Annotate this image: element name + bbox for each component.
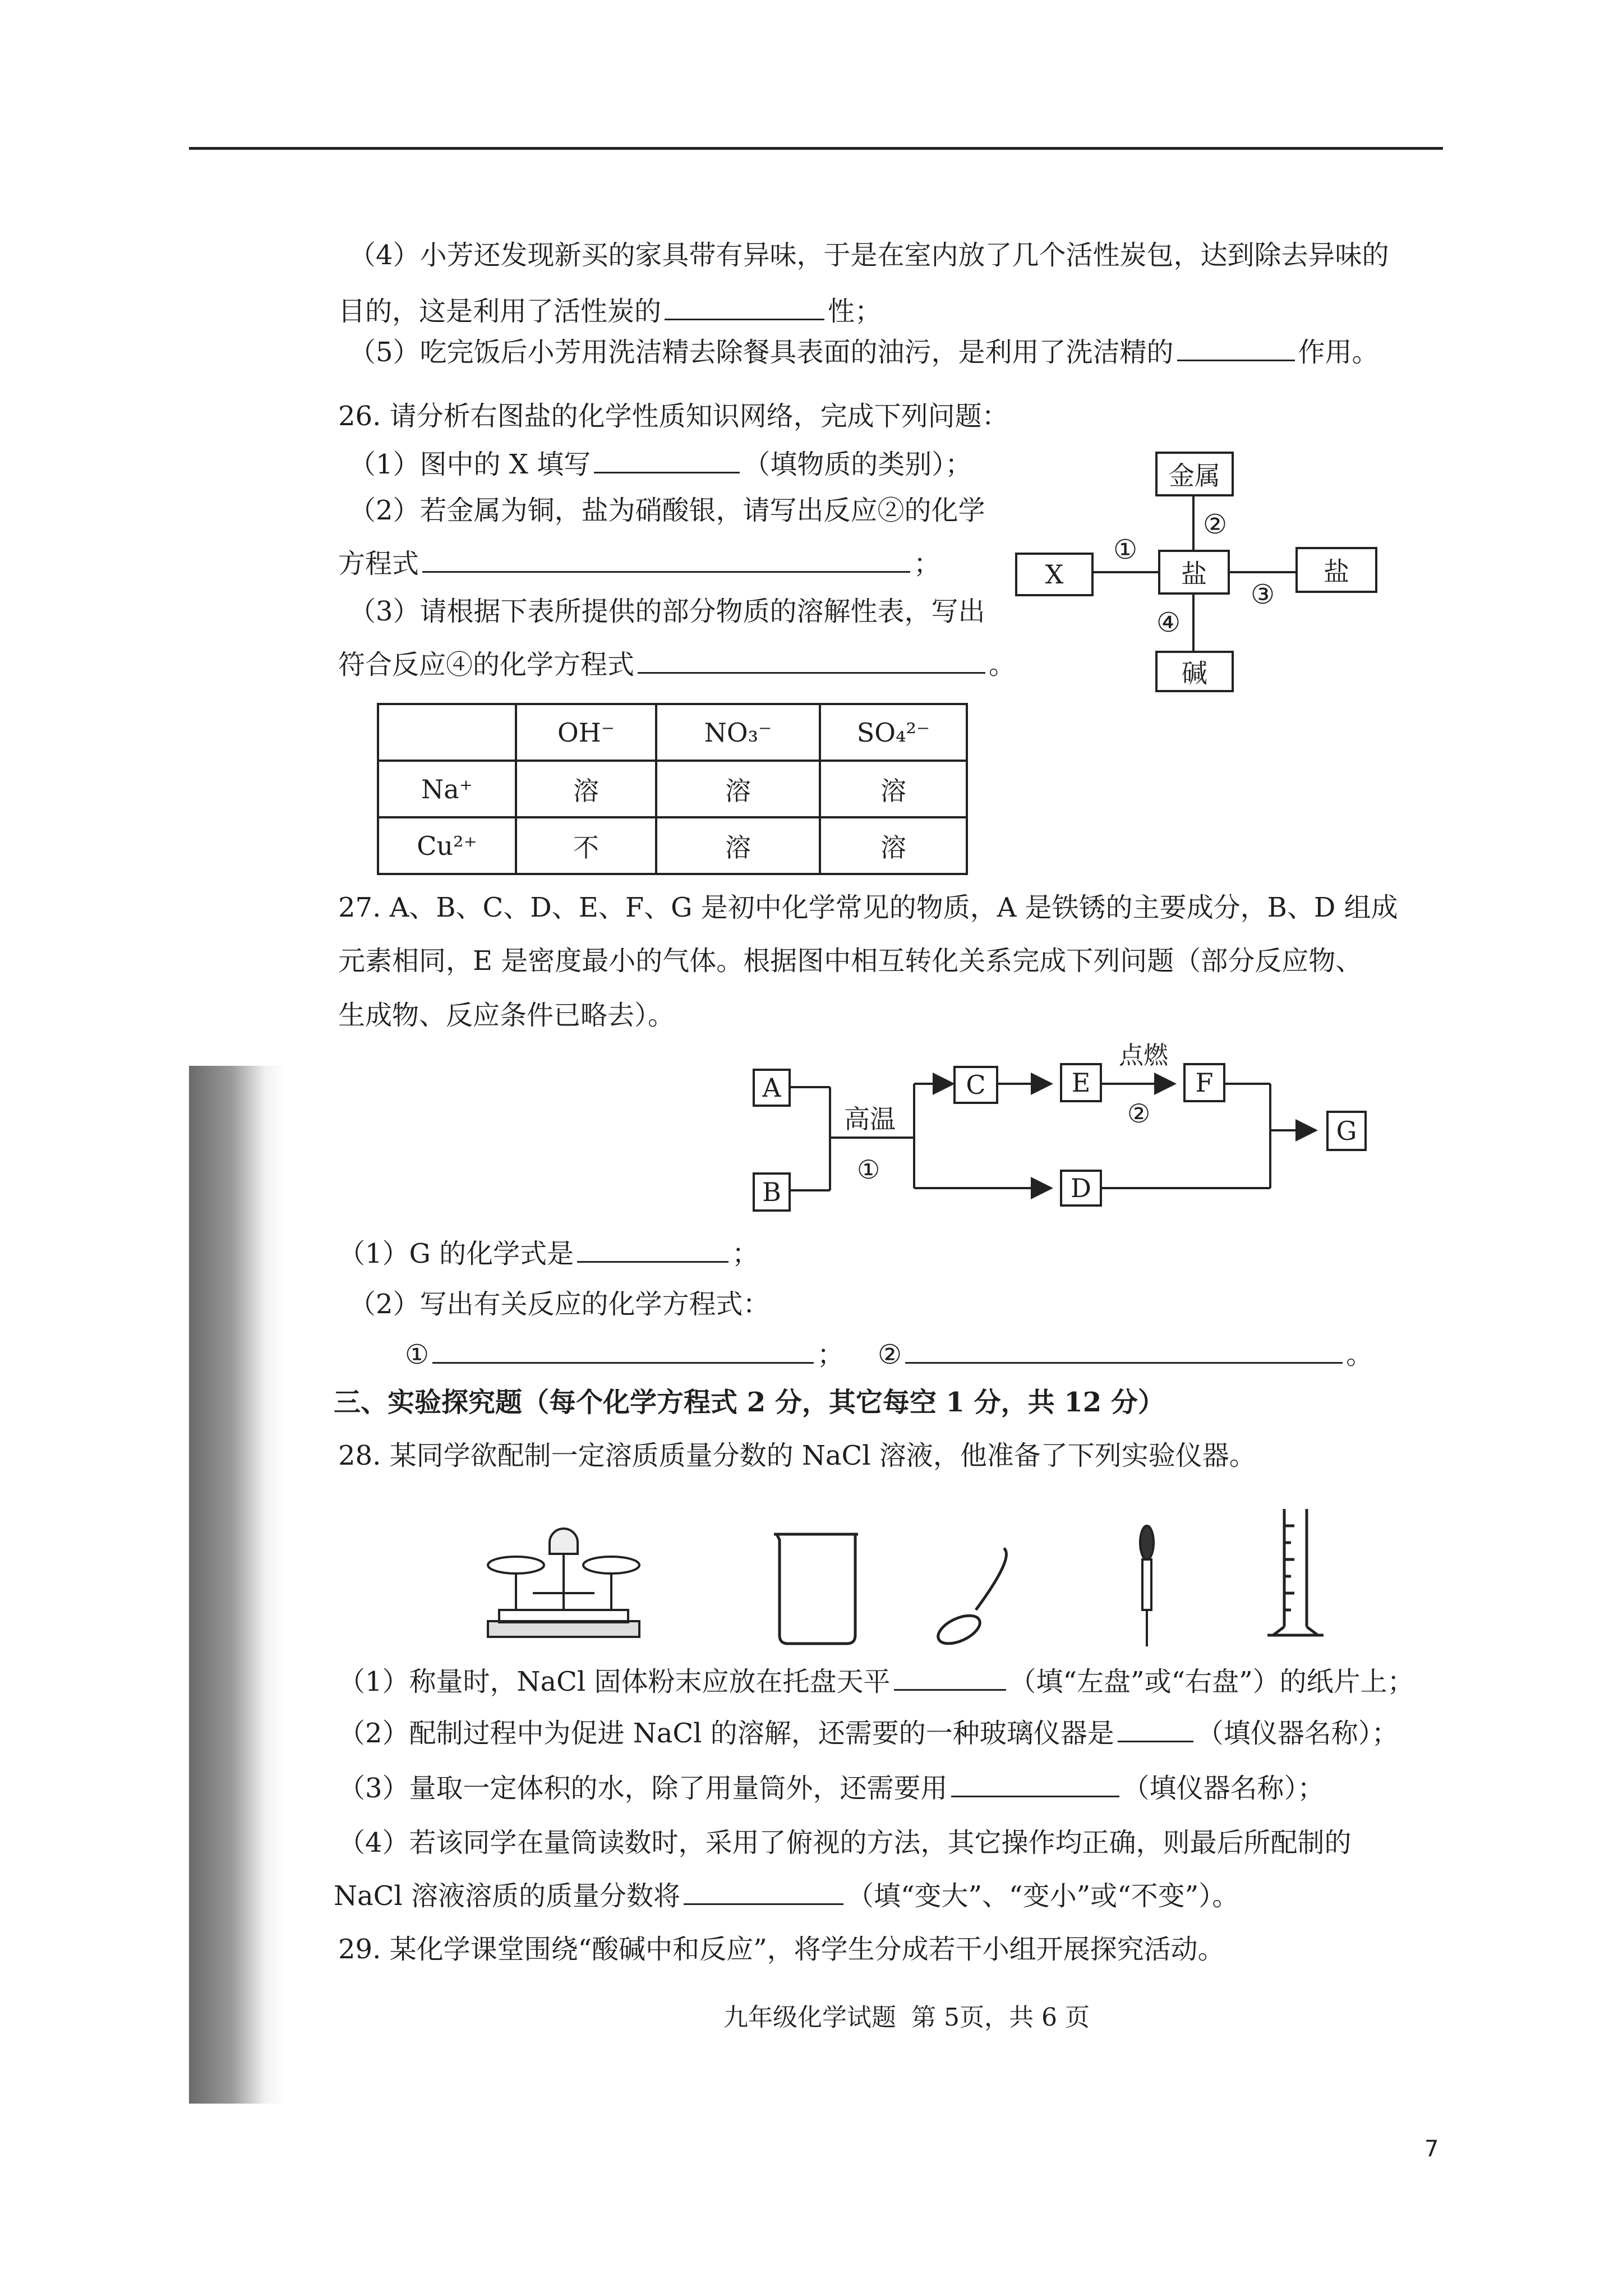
answer-blank[interactable]	[432, 1340, 814, 1364]
node-D: D	[1060, 1170, 1102, 1207]
reaction-label-2: ②	[1127, 1098, 1151, 1129]
table-cell: 不	[516, 817, 656, 874]
section3-heading	[334, 1386, 1165, 1419]
table-header-cell: SO₄²⁻	[820, 704, 967, 761]
q26-1: （1）图中的 X 填写 （填物质的类别）；	[349, 449, 972, 480]
salt-x-box: X	[1015, 553, 1094, 596]
table-cell: 溶	[820, 761, 967, 817]
node-E: E	[1060, 1063, 1102, 1102]
q28-4-line2: NaCl 溶液溶质的质量分数将 （填“变大”、“变小”或“不变”）。	[334, 1880, 1239, 1912]
section-note: （每个化学方程式 2 分，其它每空 1 分，共 12 分）	[522, 1387, 1165, 1418]
q27-line1: 27. A、B、C、D、E、F、G 是初中化学常见的物质，A 是铁锈的主要成分，B、D 组成	[338, 892, 1398, 923]
q28-4-line1: （4）若该同学在量筒读数时，采用了俯视的方法，其它操作均正确，则最后所配制的	[338, 1827, 1352, 1858]
graduated-cylinder-icon	[1267, 1509, 1324, 1635]
answer-blank[interactable]	[684, 1881, 843, 1905]
table-header-row	[378, 704, 967, 761]
q26-2-line1: （2）若金属为铜，盐为硝酸银，请写出反应②的化学	[349, 495, 985, 526]
q28-stem: 28. 某同学欲配制一定溶质质量分数的 NaCl 溶液，他准备了下列实验仪器。	[338, 1440, 1256, 1471]
table-cell: Na⁺	[378, 761, 516, 817]
table-header-cell	[378, 704, 516, 761]
spoon-icon	[934, 1548, 1006, 1649]
page-number: 7	[1424, 2136, 1439, 2162]
section-title: 三、实验探究题	[334, 1387, 523, 1418]
footer-page: 第 5页，共 6 页	[911, 2003, 1090, 2032]
q25-5-line: （5）吃完饭后小芳用洗洁精去除餐具表面的油污，是利用了洗洁精的 作用。	[349, 337, 1379, 368]
answer-blank[interactable]	[665, 296, 824, 320]
node-F: F	[1183, 1063, 1225, 1102]
beaker-icon	[774, 1534, 858, 1644]
reaction-label-4: ④	[1156, 607, 1181, 638]
salt-metal-box: 金属	[1155, 452, 1234, 496]
answer-blank[interactable]	[638, 650, 985, 674]
table-header-cell: OH⁻	[516, 704, 656, 761]
q28-3: （3）量取一定体积的水，除了用量筒外，还需要用 （填仪器名称）；	[338, 1773, 1325, 1804]
q26-stem: 26. 请分析右图盐的化学性质知识网络，完成下列问题：	[338, 401, 1009, 432]
table-cell: 溶	[820, 817, 967, 874]
apparatus-row	[477, 1509, 1385, 1655]
answer-blank[interactable]	[905, 1340, 1343, 1364]
answer-blank[interactable]	[894, 1667, 1006, 1691]
q27-line3: 生成物、反应条件已略去）。	[338, 1000, 675, 1031]
q27-1: （1）G 的化学式是 ；	[338, 1238, 759, 1269]
q28-1: （1）称量时，NaCl 固体粉末应放在托盘天平 （填“左盘”或“右盘”）的纸片上；	[338, 1666, 1414, 1697]
answer-blank[interactable]	[577, 1239, 728, 1263]
node-G: G	[1326, 1111, 1367, 1151]
answer-blank[interactable]	[951, 1773, 1119, 1797]
q25-4-line1: （4）小芳还发现新买的家具带有异味，于是在室内放了几个活性炭包，达到除去异味的	[349, 240, 1389, 271]
answer-blank[interactable]	[594, 449, 740, 473]
condition-ignite: 点燃	[1119, 1041, 1168, 1070]
q27-line2: 元素相同，E 是密度最小的气体。根据图中相互转化关系完成下列问题（部分反应物、	[338, 945, 1363, 977]
q28-2: （2）配制过程中为促进 NaCl 的溶解，还需要的一种玻璃仪器是 （填仪器名称）；	[338, 1718, 1399, 1749]
q25-4-line2: 目的，这是利用了活性炭的 性；	[338, 296, 882, 327]
q27-2-answers: ① ； ② 。	[405, 1339, 1373, 1370]
node-A: A	[753, 1069, 791, 1107]
dropper-icon	[1140, 1526, 1154, 1646]
answer-blank[interactable]	[1118, 1718, 1193, 1742]
balance-icon	[488, 1529, 639, 1637]
header-rule	[189, 147, 1443, 150]
table-cell: 溶	[656, 761, 820, 817]
table-row	[378, 761, 967, 817]
q29-stem: 29. 某化学课堂围绕“酸碱中和反应”，将学生分成若干小组开展探究活动。	[338, 1934, 1225, 1965]
reaction-label-1: ①	[1113, 534, 1138, 565]
node-C: C	[953, 1066, 998, 1104]
table-row	[378, 817, 967, 874]
node-B: B	[753, 1172, 791, 1212]
q27-2: （2）写出有关反应的化学方程式：	[349, 1289, 770, 1320]
q26-3-line1: （3）请根据下表所提供的部分物质的溶解性表，写出	[349, 596, 985, 627]
salt-center-box: 盐	[1158, 550, 1230, 595]
reaction-label-3: ③	[1251, 579, 1275, 610]
answer-blank[interactable]	[422, 549, 910, 573]
solubility-table	[377, 703, 968, 875]
q26-3-line2: 符合反应④的化学方程式 。	[338, 649, 1016, 680]
footer-title: 九年级化学试题	[723, 2003, 896, 2032]
table-cell: 溶	[516, 761, 656, 817]
answer-blank[interactable]	[1177, 337, 1295, 361]
salt-base-box: 碱	[1155, 651, 1234, 692]
reaction-label-2: ②	[1203, 509, 1228, 540]
salt-right-box: 盐	[1295, 547, 1377, 593]
table-cell: Cu²⁺	[378, 817, 516, 874]
q26-2-line2: 方程式 ；	[338, 548, 941, 579]
condition-high-temp: 高温	[844, 1104, 896, 1134]
table-header-cell: NO₃⁻	[656, 704, 820, 761]
scan-shadow	[189, 1066, 284, 2104]
table-cell: 溶	[656, 817, 820, 874]
reaction-label-1: ①	[857, 1154, 880, 1185]
